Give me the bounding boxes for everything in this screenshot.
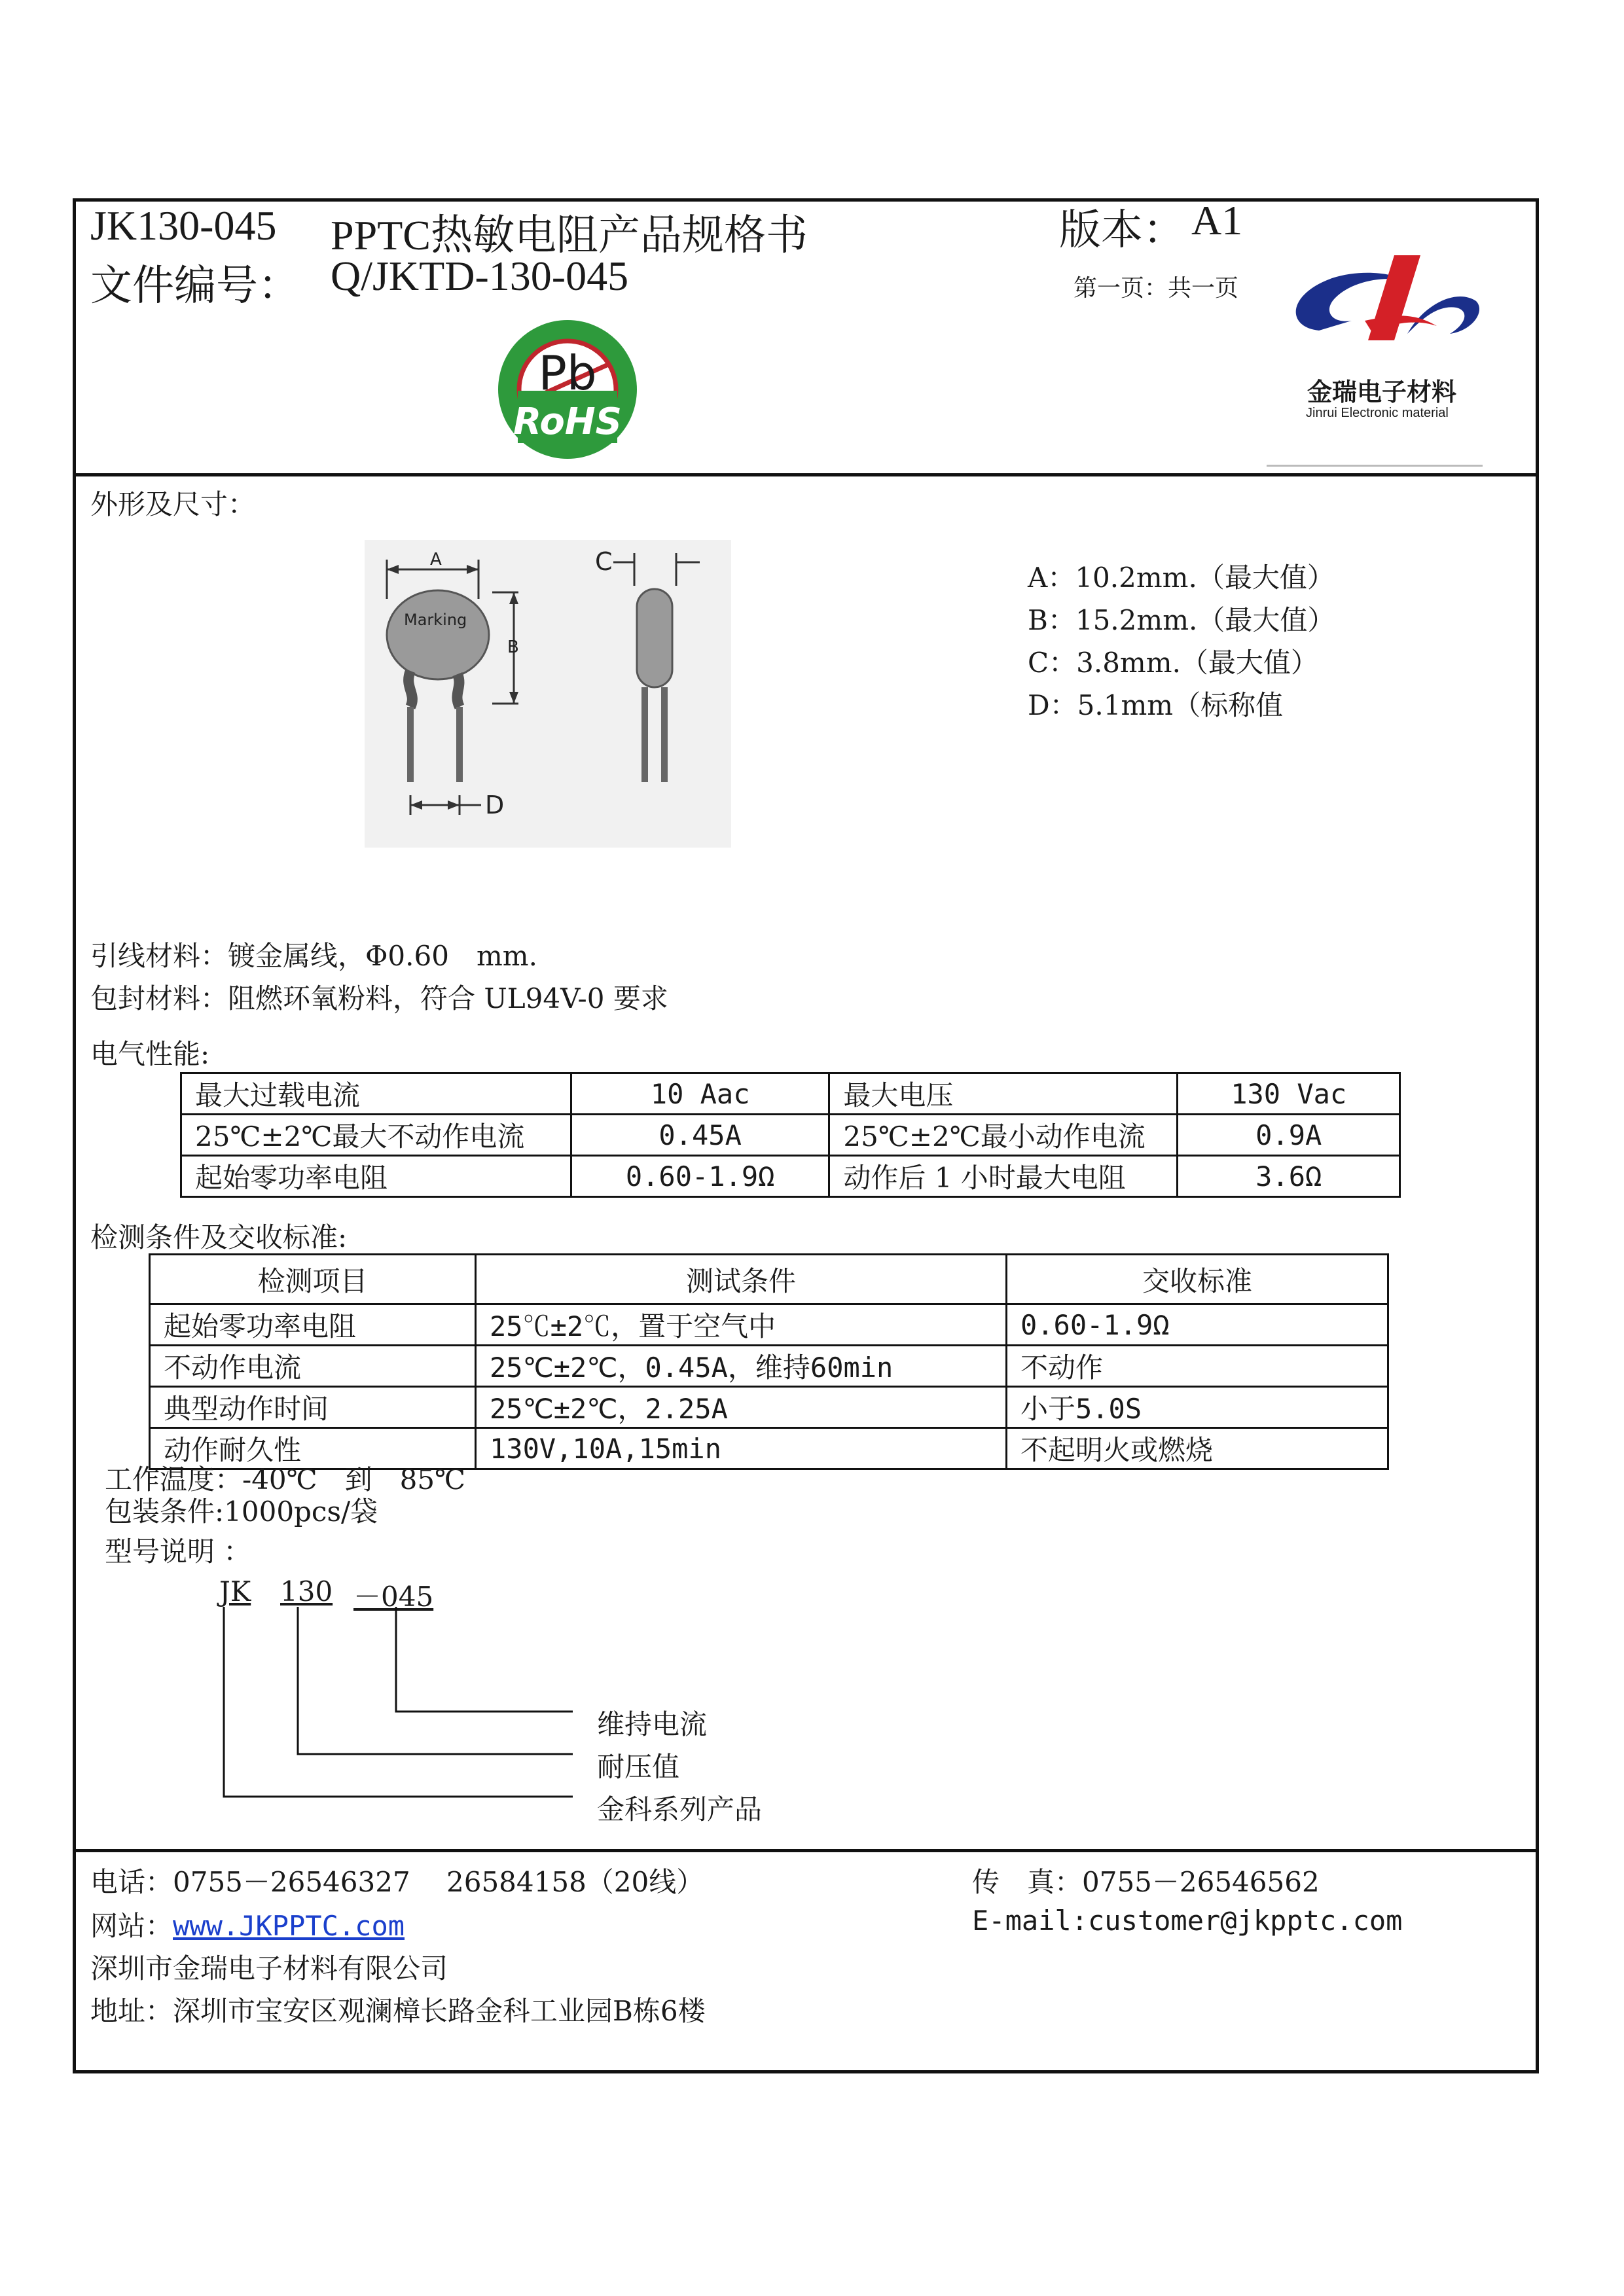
dim-c-label: C (595, 547, 613, 576)
model-legend-voltage: 耐压值 (597, 1751, 680, 1783)
outline-heading: 外形及尺寸： (90, 488, 256, 520)
logo-name-en: Jinrui Electronic material (1306, 406, 1449, 420)
dimension-c: C：3.8mm.（最大值） (1028, 647, 1318, 679)
table-cell: 小于5.0S (1006, 1387, 1388, 1428)
electrical-heading: 电气性能: (90, 1038, 210, 1070)
table-cell: 起始零功率电阻 (150, 1304, 476, 1346)
table-cell: 3.6Ω (1178, 1156, 1400, 1197)
rohs-pb-text: Pb (538, 346, 597, 401)
table-row (181, 1115, 1400, 1156)
footer-divider (73, 1849, 1539, 1852)
operating-temperature: 工作温度：-40℃ 到 85℃ (105, 1463, 466, 1496)
header-divider (73, 473, 1539, 476)
dimension-a: A：10.2mm.（最大值） (1028, 562, 1335, 594)
file-no-label: 文件编号： (90, 262, 300, 309)
packing-condition: 包装条件:1000pcs/袋 (105, 1496, 378, 1528)
table-cell: 25℃±2℃，2.25A (476, 1387, 1007, 1428)
website-label: 网站： (90, 1910, 173, 1942)
table-cell: 起始零功率电阻 (181, 1156, 571, 1197)
column-header: 检测项目 (150, 1255, 476, 1304)
model-part-series: JK (219, 1575, 251, 1607)
table-cell: 25℃±2℃最小动作电流 (829, 1115, 1178, 1156)
model-leader-lines (216, 1604, 583, 1800)
table-cell: 不动作 (1006, 1346, 1388, 1387)
rohs-badge-icon (494, 317, 641, 461)
table-cell: 25℃±2℃，置于空气中 (476, 1304, 1007, 1346)
table-cell: 典型动作时间 (150, 1387, 476, 1428)
model-heading: 型号说明 ： (105, 1535, 251, 1568)
address: 地址：深圳市宝安区观澜樟长路金科工业园B栋6楼 (90, 1995, 706, 2027)
rohs-text: RoHS (513, 401, 623, 443)
table-row (150, 1304, 1388, 1346)
dim-a-label: A (430, 550, 442, 569)
company-logo (1260, 242, 1522, 471)
table-cell: 最大过载电流 (181, 1073, 571, 1115)
table-cell: 0.45A (571, 1115, 829, 1156)
electrical-table (180, 1072, 1401, 1198)
model-legend-current: 维持电流 (597, 1708, 708, 1740)
lead-material: 引线材料：镀金属线，Φ0.60 mm. (90, 940, 537, 972)
table-cell: 0.60-1.9Ω (571, 1156, 829, 1197)
file-no-value: Q/JKTD-130-045 (331, 253, 629, 299)
table-cell: 10 Aac (571, 1073, 829, 1115)
table-cell: 25℃±2℃，0.45A，维持60min (476, 1346, 1007, 1387)
website-link[interactable]: www.JKPPTC.com (173, 1910, 405, 1942)
dim-b-label: B (507, 637, 519, 657)
testing-heading: 检测条件及交收标准: (90, 1221, 348, 1253)
table-cell: 0.60-1.9Ω (1006, 1304, 1388, 1346)
dimension-d: D：5.1mm（标称值 (1028, 689, 1284, 721)
email: E-mail:customer@jkpptc.com (972, 1905, 1403, 1937)
table-cell: 动作后 1 小时最大电阻 (829, 1156, 1178, 1197)
table-cell: 130 Vac (1178, 1073, 1400, 1115)
table-row (181, 1156, 1400, 1197)
dimension-b: B：15.2mm.（最大值） (1028, 604, 1335, 636)
table-cell: 130V,10A,15min (476, 1428, 1007, 1469)
table-cell: 不起明火或燃烧 (1006, 1428, 1388, 1469)
testing-table (149, 1253, 1389, 1470)
page-info: 第一页：共一页 (1074, 275, 1239, 302)
logo-underline (1267, 465, 1483, 467)
table-cell: 动作耐久性 (150, 1428, 476, 1469)
phone: 电话：0755－26546327 26584158（20线） (90, 1866, 704, 1898)
table-cell: 25℃±2℃最大不动作电流 (181, 1115, 571, 1156)
outline-drawing (365, 540, 731, 848)
table-cell: 0.9A (1178, 1115, 1400, 1156)
logo-name-cn: 金瑞电子材料 (1307, 378, 1457, 406)
model-part-current: －045 (353, 1581, 434, 1613)
doc-code: JK130-045 (90, 202, 277, 249)
doc-title: PPTC热敏电阻产品规格书 (331, 212, 808, 259)
version-label: 版本： (1059, 207, 1185, 253)
company-name: 深圳市金瑞电子材料有限公司 (90, 1952, 448, 1984)
fax: 传 真：0755－26546562 (972, 1866, 1320, 1898)
table-cell: 最大电压 (829, 1073, 1178, 1115)
website-row (90, 1905, 405, 1944)
model-part-voltage: 130 (280, 1575, 333, 1607)
table-row (150, 1346, 1388, 1387)
model-legend-series: 金科系列产品 (597, 1793, 763, 1825)
table-header-row (150, 1255, 1388, 1304)
table-row (181, 1073, 1400, 1115)
table-row (150, 1387, 1388, 1428)
version-value: A1 (1191, 197, 1243, 243)
dim-d-label: D (485, 791, 505, 819)
column-header: 交收标准 (1006, 1255, 1388, 1304)
coating-material: 包封材料：阻燃环氧粉料，符合 UL94V-0 要求 (90, 982, 668, 1014)
table-cell: 不动作电流 (150, 1346, 476, 1387)
marking-text: Marking (404, 611, 467, 629)
column-header: 测试条件 (476, 1255, 1007, 1304)
